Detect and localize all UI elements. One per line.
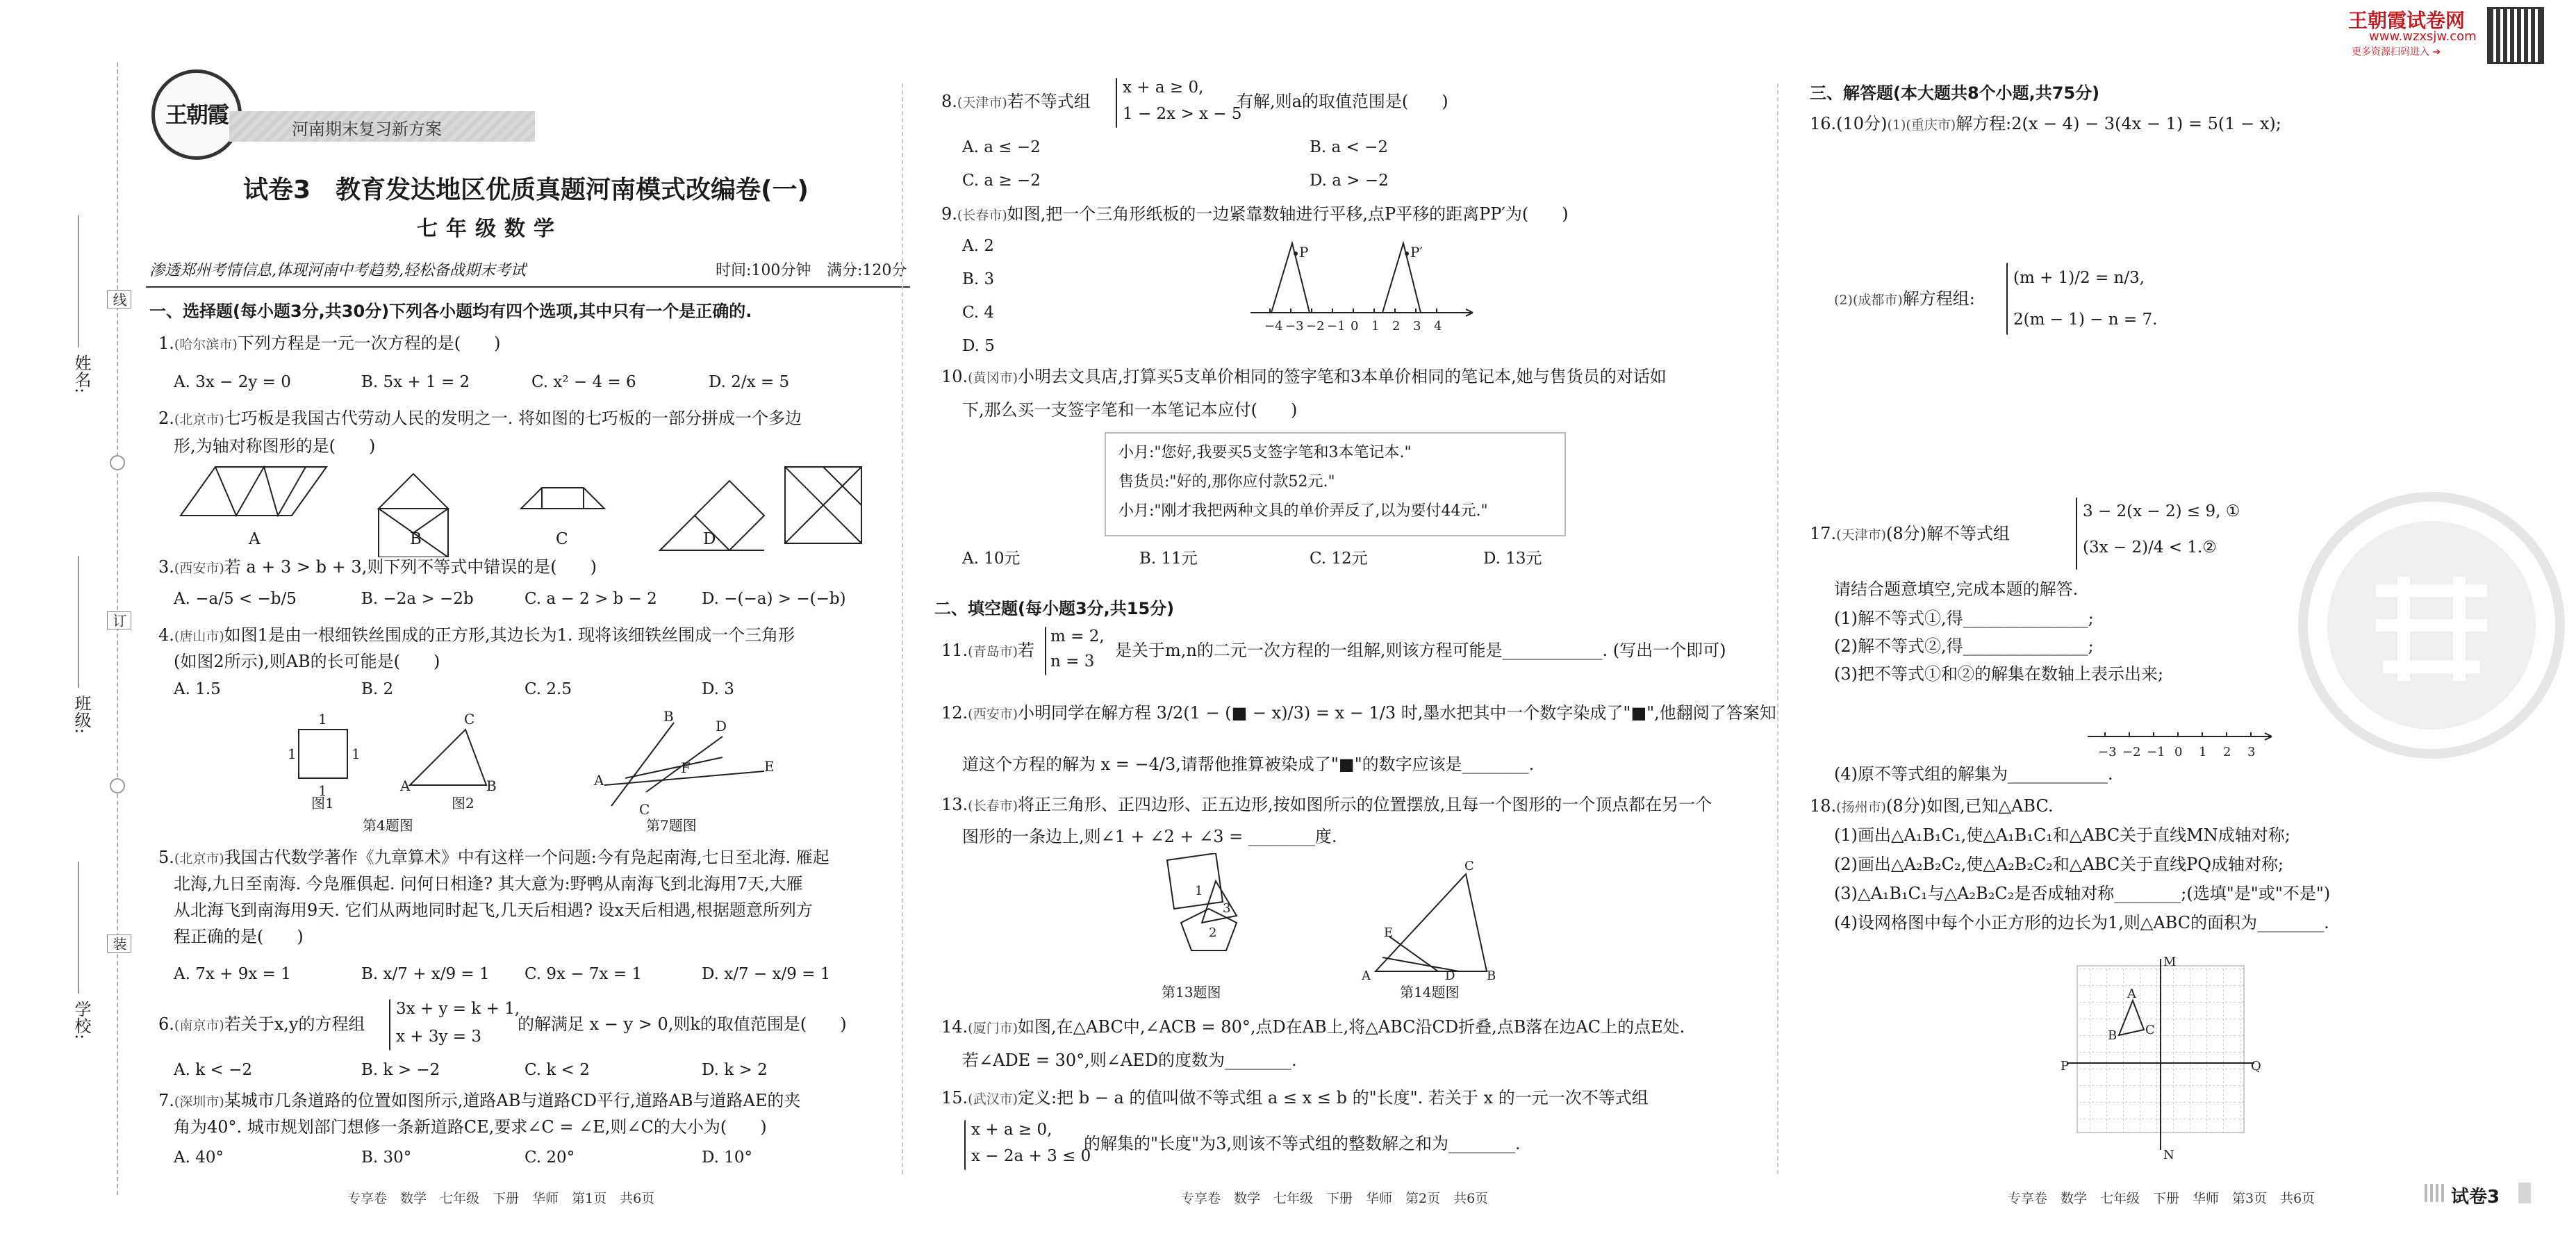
q8-option-a[interactable]: A. a ≤ −2	[962, 138, 1041, 156]
q9-tick: −2	[1306, 319, 1325, 334]
q17-tick: 3	[2247, 745, 2256, 759]
banner-text: 河南期末复习新方案	[292, 120, 442, 139]
q4-caption: 第4题图	[363, 817, 413, 834]
q2-text: 2.(北京市)七巧板是我国古代劳动人民的发明之一. 将如图的七巧板的一部分拼成一个多边	[158, 409, 802, 428]
q1-text: 1.(哈尔滨市)下列方程是一元一次方程的是( )	[158, 334, 501, 353]
q4-text: 4.(唐山市)如图1是由一根细铁丝围成的正方形,其边长为1. 现将该细铁丝围成一个三角形	[158, 625, 795, 645]
q15-text-cont: 的解集的"长度"为3,则该不等式组的整数解之和为________.	[1084, 1134, 1521, 1153]
score-info: 满分:120分	[827, 262, 907, 279]
q6-eq1: 3x + y = k + 1,	[396, 1000, 520, 1018]
name-field[interactable]	[69, 354, 94, 393]
q4-option-a[interactable]: A. 1.5	[174, 680, 221, 698]
q6-option-a[interactable]: A. k < −2	[174, 1061, 252, 1079]
q12-text: 12.(西安市)小明同学在解方程 3/2(1 − (■ − x)/3) = x − 1/3 时,墨水把其中一个数字染成了"■",他翻阅了答案知	[941, 703, 1776, 723]
q5-option-a[interactable]: A. 7x + 9x = 1	[174, 965, 291, 983]
paper-tag-icon	[2425, 1184, 2445, 1202]
secret-seal-watermark	[2293, 486, 2570, 764]
site-slogan: 更多资源扫码进入 ➔	[2352, 47, 2441, 58]
q10-option-d[interactable]: D. 13元	[1483, 550, 1542, 568]
q13-text: 13.(长春市)将正三角形、正四边形、正五边形,按如图所示的位置摆放,且每一个图形的一个顶点都在另一个	[941, 795, 1712, 814]
q10-dialog-line1: 小月:"您好,我要买5支签字笔和3本笔记本."	[1118, 444, 1412, 461]
q7-caption: 第7题图	[646, 817, 697, 834]
intro-text: 渗透郑州考情信息,体现河南中考趋势,轻松备战期末考试	[149, 262, 526, 279]
q5-line4: 程正确的是( )	[174, 927, 304, 946]
q9-tick-labels	[1264, 319, 1442, 334]
section1-title: 一、选择题(每小题3分,共30分)下列各小题均有四个选项,其中只有一个是正确的.	[149, 302, 752, 321]
q9-tick: 3	[1413, 319, 1421, 334]
q4-fig1-label: 图1	[311, 795, 334, 812]
q2-tangram-figures	[174, 460, 868, 557]
q18-part3[interactable]: (3)△A₁B₁C₁与△A₂B₂C₂是否成轴对称________;(选填"是"或"不是")	[1834, 884, 2331, 903]
section3-title: 三、解答题(本大题共8个小题,共75分)	[1810, 83, 2100, 103]
mark-xian: 线	[107, 290, 131, 308]
q9-tick: −1	[1327, 319, 1346, 334]
q7-text-cont: 角为40°. 城市规划部门想修一条新道路CE,要求∠C = ∠E,则∠C的大小为( )	[174, 1117, 767, 1137]
q6-text-cont: 的解满足 x − y > 0,则k的取值范围是( )	[518, 1014, 847, 1034]
svg-text:A: A	[2127, 987, 2136, 1001]
q5-text: 5.(北京市)我国古代数学著作《九章算术》中有这样一个问题:今有凫起南海,七日至北海. 雁起	[158, 848, 829, 867]
q2-label-b[interactable]: B	[410, 530, 422, 548]
section2-title: 二、填空题(每小题3分,共15分)	[934, 599, 1175, 618]
school-label: 学校:	[72, 1001, 91, 1040]
brand-logo	[151, 69, 242, 160]
q17-part3[interactable]: (3)把不等式①和②的解集在数轴上表示出来;	[1834, 664, 2164, 684]
q18-part4[interactable]: (4)设网格图中每个小正方形的边长为1,则△ABC的面积为________.	[1834, 913, 2329, 932]
q7-option-a[interactable]: A. 40°	[174, 1149, 224, 1167]
q1-option-a[interactable]: A. 3x − 2y = 0	[174, 373, 291, 391]
q18-grid-figure[interactable]	[2056, 952, 2265, 1160]
svg-text:F: F	[681, 759, 691, 776]
svg-text:C: C	[2145, 1023, 2155, 1037]
q10-option-b[interactable]: B. 11元	[1139, 550, 1198, 568]
svg-text:A: A	[400, 777, 411, 794]
q3-option-c[interactable]: C. a − 2 > b − 2	[525, 590, 657, 608]
q14-caption: 第14题图	[1400, 984, 1460, 1001]
svg-text:D: D	[716, 718, 727, 734]
q8-eq2: 1 − 2x > x − 5	[1123, 105, 1242, 123]
svg-text:B: B	[663, 709, 674, 725]
svg-text:1: 1	[352, 746, 361, 762]
svg-text:P′: P′	[1410, 244, 1423, 261]
q9-tick: −3	[1285, 319, 1304, 334]
svg-text:E: E	[1384, 925, 1394, 940]
class-label: 班级:	[72, 695, 91, 734]
q8-text-cont: 有解,则a的取值范围是( )	[1237, 92, 1448, 111]
q4-option-c[interactable]: C. 2.5	[525, 680, 572, 698]
q16-part2: (2)(成都市)解方程组:	[1834, 289, 1975, 308]
q5-option-d[interactable]: D. x/7 − x/9 = 1	[702, 965, 831, 983]
q16-eq2: 2(m − 1) − n = 7.	[2013, 311, 2158, 329]
q3-option-b[interactable]: B. −2a > −2b	[361, 590, 474, 608]
q16-system-brace	[2006, 263, 2008, 335]
paper-tag: 试卷3	[2451, 1187, 2500, 1208]
q11-system-brace	[1045, 627, 1046, 675]
q17-part2[interactable]: (2)解不等式②,得_______________;	[1834, 636, 2094, 656]
svg-text:M: M	[2163, 955, 2177, 969]
q8-system-brace	[1116, 78, 1117, 128]
svg-text:P: P	[1299, 244, 1309, 261]
site-brand: 王朝霞试卷网	[2348, 9, 2466, 32]
q18-part2[interactable]: (2)画出△A₂B₂C₂,使△A₂B₂C₂和△ABC关于直线PQ成轴对称;	[1834, 855, 2284, 874]
q16-part1: 16.(10分)(1)(重庆市)解方程:2(x − 4) − 3(4x − 1) = 5(1 − x);	[1810, 114, 2281, 133]
q15-system-brace	[964, 1120, 966, 1170]
brand-name: 王朝霞	[165, 101, 228, 128]
q6-eq2: x + 3y = 3	[396, 1028, 482, 1046]
qr-code-icon[interactable]	[2487, 7, 2544, 64]
q13-q14-figures	[1139, 853, 1528, 992]
svg-text:C: C	[464, 711, 475, 727]
q14-text-cont: 若∠ADE = 30°,则∠AED的度数为________.	[962, 1051, 1297, 1070]
q17-tick: 0	[2174, 745, 2183, 759]
q6-option-c[interactable]: C. k < 2	[525, 1061, 590, 1079]
q10-text: 10.(黄冈市)小明去文具店,打算买5支单价相同的签字笔和3本单价相同的笔记本,她与售货员的对话如	[941, 367, 1667, 386]
header-rule	[146, 286, 910, 288]
q18-text: 18.(扬州市)(8分)如图,已知△ABC.	[1810, 796, 2054, 816]
q2-label-a[interactable]: A	[249, 530, 261, 548]
q17-tick: −1	[2147, 745, 2165, 759]
q11-text-cont: 是关于m,n的二元一次方程的一组解,则该方程可能是____________. (写出一个即可)	[1115, 641, 1726, 660]
q16-eq1: (m + 1)/2 = n/3,	[2013, 269, 2145, 287]
school-field[interactable]	[69, 1001, 94, 1039]
q11-eq1: m = 2,	[1050, 627, 1105, 645]
q9-option-a[interactable]: A. 2	[962, 237, 994, 255]
q7-option-d[interactable]: D. 10°	[702, 1149, 753, 1167]
svg-text:P: P	[2061, 1059, 2070, 1073]
q3-option-a[interactable]: A. −a/5 < −b/5	[174, 590, 297, 608]
q13-text-cont: 图形的一条边上,则∠1 + ∠2 + ∠3 = ________度.	[962, 827, 1337, 846]
q5-line3: 从北海飞到南海用9天. 它们从两地同时起飞,几天后相遇? 设x天后相遇,根据题意所列方	[174, 900, 813, 920]
q14-text: 14.(厦门市)如图,在△ABC中,∠ACB = 80°,点D在AB上,将△ABC沿CD折叠,点B落在边AC上的点E处.	[941, 1017, 1685, 1037]
svg-text:E: E	[764, 758, 775, 775]
q3-text: 3.(西安市)若 a + 3 > b + 3,则下列不等式中错误的是( )	[158, 557, 597, 577]
svg-text:3: 3	[1223, 901, 1231, 916]
q2-text-cont: 形,为轴对称图形的是( )	[174, 436, 376, 456]
svg-text:B: B	[2108, 1028, 2117, 1043]
svg-text:2: 2	[1209, 925, 1217, 940]
q1-option-d[interactable]: D. 2/x = 5	[709, 373, 790, 391]
q8-option-d[interactable]: D. a > −2	[1310, 172, 1389, 190]
q2-label-d[interactable]: D	[703, 530, 716, 548]
q7-text: 7.(深圳市)某城市几条道路的位置如图所示,道路AB与道路CD平行,道路AB与道路AE的夹	[158, 1091, 801, 1110]
q17-text: 17.(天津市)(8分)解不等式组	[1810, 524, 2010, 543]
q9-tick: 0	[1351, 319, 1359, 334]
binding-hole	[110, 455, 125, 470]
q9-text: 9.(长春市)如图,把一个三角形纸板的一边紧靠数轴进行平移,点P平移的距离PP′为( )	[941, 204, 1569, 224]
q17-tick: 2	[2223, 745, 2231, 759]
column-divider	[902, 83, 903, 1174]
svg-text:A: A	[1362, 969, 1371, 983]
q8-option-c[interactable]: C. a ≥ −2	[962, 172, 1041, 190]
q9-tick: 4	[1434, 319, 1442, 334]
q9-number-line-figure	[1244, 236, 1480, 334]
q15-eq2: x − 2a + 3 ≤ 0	[971, 1147, 1091, 1165]
q13-caption: 第13题图	[1162, 984, 1221, 1001]
q6-option-b[interactable]: B. k > −2	[361, 1061, 440, 1079]
q15-text: 15.(武汉市)定义:把 b − a 的值叫做不等式组 a ≤ x ≤ b 的"长度". 若关于 x 的一元一次不等式组	[941, 1088, 1649, 1108]
svg-text:1: 1	[1195, 884, 1203, 898]
mark-zhuang: 装	[107, 935, 131, 953]
q7-option-c[interactable]: C. 20°	[525, 1149, 575, 1167]
q6-option-d[interactable]: D. k > 2	[702, 1061, 768, 1079]
q3-option-d[interactable]: D. −(−a) > −(−b)	[702, 590, 846, 608]
q12-text-cont: 道这个方程的解为 x = −4/3,请帮他推算被染成了"■"的数字应该是________.	[962, 755, 1535, 774]
q11-text: 11.(青岛市)若	[941, 641, 1034, 660]
svg-text:1: 1	[318, 782, 327, 799]
svg-text:A: A	[594, 772, 604, 789]
svg-text:1: 1	[288, 746, 297, 762]
q10-dialog-line3: 小月:"刚才我把两种文具的单价弄反了,以为要付44元."	[1118, 502, 1488, 520]
q1-option-c[interactable]: C. x² − 4 = 6	[531, 373, 636, 391]
class-field[interactable]	[69, 695, 94, 734]
svg-text:Q: Q	[2251, 1059, 2261, 1073]
svg-text:B: B	[1487, 969, 1496, 983]
q10-text-cont: 下,那么买一支签字笔和一本笔记本应付( )	[962, 400, 1298, 420]
q10-option-a[interactable]: A. 10元	[962, 550, 1021, 568]
q11-eq2: n = 3	[1050, 652, 1095, 670]
q10-dialog-line2: 售货员:"好的,那你应付款52元."	[1118, 473, 1335, 491]
q5-option-c[interactable]: C. 9x − 7x = 1	[525, 965, 643, 983]
svg-text:B: B	[486, 777, 497, 794]
footer-page3: 专享卷 数学 七年级 下册 华师 第3页 共6页	[2008, 1191, 2315, 1206]
q7-option-b[interactable]: B. 30°	[361, 1149, 412, 1167]
q17-tick: 1	[2199, 745, 2207, 759]
q9-tick: 2	[1392, 319, 1401, 334]
q17-number-line[interactable]	[2084, 723, 2279, 764]
q9-tick: −4	[1264, 319, 1283, 334]
q4-fig2-label: 图2	[452, 795, 474, 812]
q17-part4[interactable]: (4)原不等式组的解集为____________.	[1834, 764, 2113, 784]
subject-title: 七年级数学	[417, 217, 563, 241]
q8-eq1: x + a ≥ 0,	[1123, 79, 1204, 97]
q1-option-b[interactable]: B. 5x + 1 = 2	[361, 373, 470, 391]
q9-option-c[interactable]: C. 4	[962, 304, 995, 322]
paper-tag-bar	[2518, 1183, 2531, 1203]
svg-text:C: C	[1464, 859, 1474, 873]
q5-option-b[interactable]: B. x/7 + x/9 = 1	[361, 965, 490, 983]
site-url: www.wzxsjw.com	[2369, 29, 2477, 44]
q17-eq2: (3x − 2)/4 < 1.②	[2083, 538, 2217, 557]
q8-option-b[interactable]: B. a < −2	[1310, 138, 1389, 156]
q9-option-b[interactable]: B. 3	[962, 270, 995, 288]
svg-text:D: D	[1445, 969, 1455, 983]
q2-label-c[interactable]: C	[556, 530, 568, 548]
svg-text:1: 1	[318, 711, 327, 727]
footer-page2: 专享卷 数学 七年级 下册 华师 第2页 共6页	[1181, 1191, 1489, 1206]
q9-option-d[interactable]: D. 5	[962, 337, 995, 355]
time-info: 时间:100分钟	[716, 262, 811, 279]
q17-tick: −3	[2098, 745, 2117, 759]
q9-tick: 1	[1371, 319, 1380, 334]
q4-q7-figures	[278, 709, 778, 820]
q15-eq1: x + a ≥ 0,	[971, 1121, 1052, 1139]
q17-tick: −2	[2122, 745, 2141, 759]
q18-part1[interactable]: (1)画出△A₁B₁C₁,使△A₁B₁C₁和△ABC关于直线MN成轴对称;	[1834, 825, 2290, 845]
q4-text-cont: (如图2所示),则AB的长可能是( )	[174, 652, 440, 671]
q17-system-brace	[2076, 497, 2077, 570]
binding-hole	[110, 778, 125, 793]
name-label: 姓名:	[72, 354, 91, 394]
q17-instruction: 请结合题意填空,完成本题的解答.	[1834, 579, 2079, 599]
svg-text:N: N	[2163, 1148, 2174, 1160]
svg-text:C: C	[639, 801, 650, 818]
q4-option-d[interactable]: D. 3	[702, 680, 734, 698]
q5-line2: 北海,九日至南海. 今凫雁俱起. 问何日相逢? 其大意为:野鸭从南海飞到北海用7天,大雁	[174, 874, 803, 894]
q4-option-b[interactable]: B. 2	[361, 680, 394, 698]
mark-ding: 订	[107, 611, 131, 629]
q6-text: 6.(南京市)若关于x,y的方程组	[158, 1014, 365, 1034]
q10-option-c[interactable]: C. 12元	[1310, 550, 1368, 568]
q17-eq1: 3 − 2(x − 2) ≤ 9, ①	[2083, 502, 2240, 520]
q17-part1[interactable]: (1)解不等式①,得_______________;	[1834, 609, 2094, 628]
q6-system-brace	[389, 999, 390, 1051]
q8-text: 8.(天津市)若不等式组	[941, 92, 1091, 111]
footer-page1: 专享卷 数学 七年级 下册 华师 第1页 共6页	[347, 1191, 655, 1206]
column-divider	[1777, 83, 1778, 1174]
paper-title: 试卷3 教育发达地区优质真题河南模式改编卷(一)	[243, 176, 809, 204]
